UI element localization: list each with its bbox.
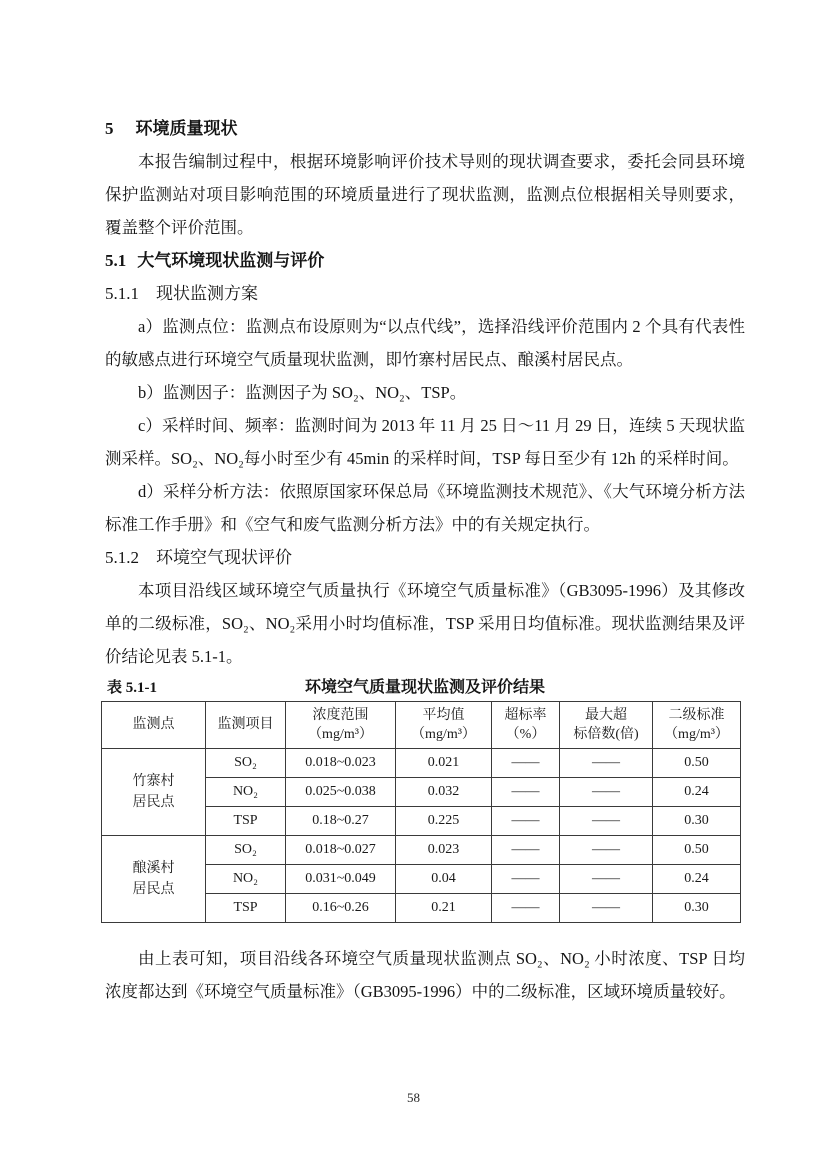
table-caption	[105, 675, 745, 701]
cell-exceed-rate: ——	[492, 749, 560, 778]
table-row	[102, 836, 741, 865]
section-number: 5.1.2	[105, 548, 139, 567]
site-cell-zhuzhai: 竹寨村 居民点	[102, 749, 206, 836]
section-heading-5-1	[105, 244, 745, 277]
cell-average: 0.225	[396, 807, 492, 836]
section-heading-5-1-1	[105, 277, 745, 310]
header-class2-standard: 二级标准 （mg/m³）	[653, 702, 741, 749]
cell-max-exceed: ——	[560, 894, 653, 923]
cell-standard: 0.30	[653, 807, 741, 836]
paragraph-item-c: c）采样时间、频率：监测时间为 2013 年 11 月 25 日～11 月 29 日，连续 5 天现状监测采样。SO₂、NO₂每小时至少有 45min 的采样时间，TSP 每日至少有 12h 的采样时间。	[105, 416, 745, 468]
cell-item: TSP	[206, 894, 286, 923]
header-monitoring-site: 监测点	[102, 702, 206, 749]
paragraph-item-a: a）监测点位：监测点布设原则为“以点代线”，选择沿线评价范围内 2 个具有代表性的敏感点进行环境空气质量现状监测，即竹寨村居民点、酿溪村居民点。	[105, 317, 745, 369]
section-heading-5-1-2	[105, 541, 745, 574]
cell-average: 0.021	[396, 749, 492, 778]
section-title: 环境质量现状	[135, 119, 238, 138]
page-number: 58	[407, 1090, 420, 1105]
cell-range: 0.031~0.049	[286, 865, 396, 894]
section-number: 5	[105, 119, 114, 138]
cell-standard: 0.24	[653, 865, 741, 894]
cell-max-exceed: ——	[560, 778, 653, 807]
header-monitoring-item: 监测项目	[206, 702, 286, 749]
cell-exceed-rate: ——	[492, 778, 560, 807]
cell-standard: 0.30	[653, 894, 741, 923]
table-caption-title: 环境空气质量现状监测及评价结果	[304, 679, 545, 696]
cell-max-exceed: ——	[560, 749, 653, 778]
conclusion-paragraph: 由上表可知，项目沿线各环境空气质量现状监测点 SO₂、NO₂ 小时浓度、TSP 日均浓度都达到《环境空气质量标准》（GB3095-1996）中的二级标准，区域环境质量较好。	[105, 949, 745, 1001]
cell-exceed-rate: ——	[492, 836, 560, 865]
cell-range: 0.18~0.27	[286, 807, 396, 836]
cell-item: SO₂	[206, 749, 286, 778]
cell-exceed-rate: ——	[492, 894, 560, 923]
cell-item: SO₂	[206, 836, 286, 865]
cell-range: 0.16~0.26	[286, 894, 396, 923]
cell-item: NO₂	[206, 778, 286, 807]
cell-max-exceed: ——	[560, 807, 653, 836]
header-max-exceed-multiple: 最大超 标倍数(倍)	[560, 702, 653, 749]
cell-standard: 0.50	[653, 836, 741, 865]
cell-range: 0.018~0.027	[286, 836, 396, 865]
section-title: 环境空气现状评价	[156, 548, 292, 567]
cell-average: 0.21	[396, 894, 492, 923]
cell-average: 0.032	[396, 778, 492, 807]
section-title: 现状监测方案	[156, 284, 258, 303]
section-number: 5.1	[105, 251, 127, 270]
table-caption-label: 表 5.1-1	[107, 680, 157, 696]
page-content	[105, 112, 745, 1008]
section-number: 5.1.1	[105, 284, 139, 303]
paragraph-item-b: b）监测因子：监测因子为 SO₂、NO₂、TSP。	[138, 383, 467, 402]
site-cell-niangxi: 酿溪村 居民点	[102, 836, 206, 923]
cell-item: TSP	[206, 807, 286, 836]
cell-item: NO₂	[206, 865, 286, 894]
table-row	[102, 749, 741, 778]
header-exceed-rate: 超标率 （%）	[492, 702, 560, 749]
section-heading-5	[105, 112, 745, 145]
air-quality-table	[101, 701, 741, 923]
cell-exceed-rate: ——	[492, 865, 560, 894]
intro-paragraph: 本报告编制过程中，根据环境影响评价技术导则的现状调查要求，委托会同县环境保护监测站对项目影响范围的环境质量进行了现状监测，监测点位根据相关导则要求，覆盖整个评价范围。	[105, 152, 745, 237]
header-average-value: 平均值 （mg/m³）	[396, 702, 492, 749]
cell-max-exceed: ——	[560, 865, 653, 894]
paragraph-item-d: d）采样分析方法：依照原国家环保总局《环境监测技术规范》、《大气环境分析方法标准工作手册》和《空气和废气监测分析方法》中的有关规定执行。	[105, 482, 745, 534]
section-title: 大气环境现状监测与评价	[137, 251, 325, 270]
cell-average: 0.023	[396, 836, 492, 865]
header-concentration-range: 浓度范围 （mg/m³）	[286, 702, 396, 749]
cell-max-exceed: ——	[560, 836, 653, 865]
cell-exceed-rate: ——	[492, 807, 560, 836]
cell-standard: 0.24	[653, 778, 741, 807]
table-header-row	[102, 702, 741, 749]
cell-range: 0.018~0.023	[286, 749, 396, 778]
cell-average: 0.04	[396, 865, 492, 894]
paragraph-5-1-2: 本项目沿线区域环境空气质量执行《环境空气质量标准》（GB3095-1996）及其修改单的二级标准，SO₂、NO₂采用小时均值标准，TSP 采用日均值标准。现状监测结果及评价结论见表 5.1-1。	[105, 581, 745, 666]
cell-standard: 0.50	[653, 749, 741, 778]
cell-range: 0.025~0.038	[286, 778, 396, 807]
